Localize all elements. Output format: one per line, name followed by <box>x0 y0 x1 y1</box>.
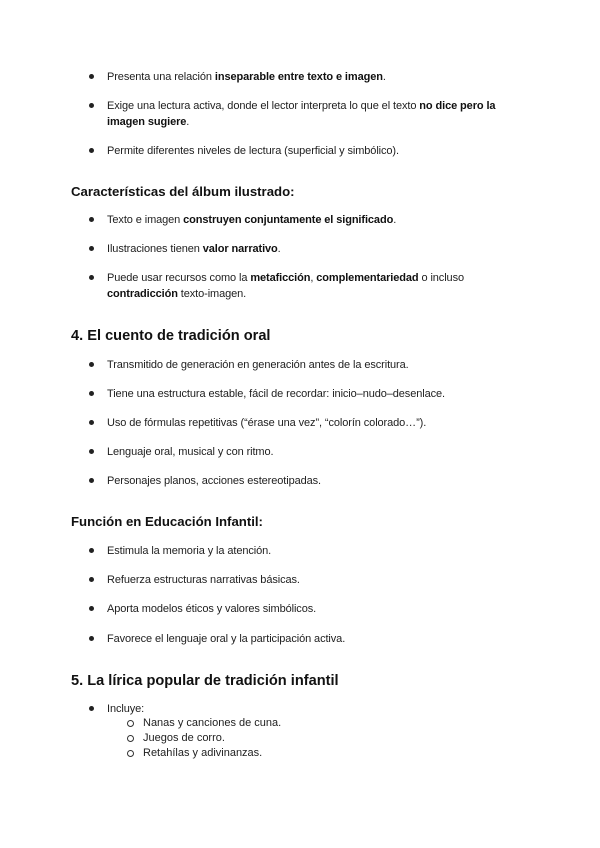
bullet-icon <box>89 706 94 711</box>
section-heading-lirica: 5. La lírica popular de tradición infantil <box>71 673 339 689</box>
list-item: Ilustraciones tienen valor narrativo. <box>107 241 547 257</box>
bullet-icon <box>89 217 94 222</box>
bullet-icon <box>89 548 94 553</box>
section-heading-album: Características del álbum ilustrado: <box>71 184 295 199</box>
list-item: Refuerza estructuras narrativas básicas. <box>107 572 547 588</box>
bullet-icon <box>89 391 94 396</box>
sub-list-item: Juegos de corro. <box>143 731 225 746</box>
bullet-icon <box>89 362 94 367</box>
sub-list-item: Nanas y canciones de cuna. <box>143 716 281 731</box>
bullet-icon <box>89 275 94 280</box>
list-item: Incluye: <box>107 701 547 717</box>
hollow-bullet-icon <box>127 735 134 742</box>
list-item: Transmitido de generación en generación antes de la escritura. <box>107 357 547 373</box>
bullet-icon <box>89 478 94 483</box>
list-item: Tiene una estructura estable, fácil de recordar: inicio–nudo–desenlace. <box>107 386 547 402</box>
hollow-bullet-icon <box>127 720 134 727</box>
bullet-icon <box>89 577 94 582</box>
bullet-icon <box>89 420 94 425</box>
bullet-icon <box>89 246 94 251</box>
list-item: Favorece el lenguaje oral y la participación activa. <box>107 631 547 647</box>
list-item: Texto e imagen construyen conjuntamente el significado. <box>107 212 547 228</box>
list-item: Presenta una relación inseparable entre texto e imagen. <box>107 69 547 85</box>
list-item: Permite diferentes niveles de lectura (superficial y simbólico). <box>107 143 547 159</box>
bullet-icon <box>89 449 94 454</box>
bullet-icon <box>89 148 94 153</box>
list-item: Uso de fórmulas repetitivas (“érase una vez”, “colorín colorado…”). <box>107 415 547 431</box>
sub-list-item: Retahílas y adivinanzas. <box>143 746 262 761</box>
list-item: Estimula la memoria y la atención. <box>107 543 547 559</box>
list-item: Puede usar recursos como la metaficción, complementariedad o incluso contradicción texto-imagen. <box>107 270 527 302</box>
list-item: Lenguaje oral, musical y con ritmo. <box>107 444 547 460</box>
bullet-icon <box>89 74 94 79</box>
bullet-icon <box>89 103 94 108</box>
section-heading-oral: 4. El cuento de tradición oral <box>71 328 271 344</box>
list-item: Personajes planos, acciones estereotipadas. <box>107 473 547 489</box>
hollow-bullet-icon <box>127 750 134 757</box>
bullet-icon <box>89 606 94 611</box>
list-item: Exige una lectura activa, donde el lector interpreta lo que el texto no dice pero la imagen sugiere. <box>107 98 527 130</box>
section-heading-funcion: Función en Educación Infantil: <box>71 514 263 529</box>
bullet-icon <box>89 636 94 641</box>
list-item: Aporta modelos éticos y valores simbólicos. <box>107 601 547 617</box>
